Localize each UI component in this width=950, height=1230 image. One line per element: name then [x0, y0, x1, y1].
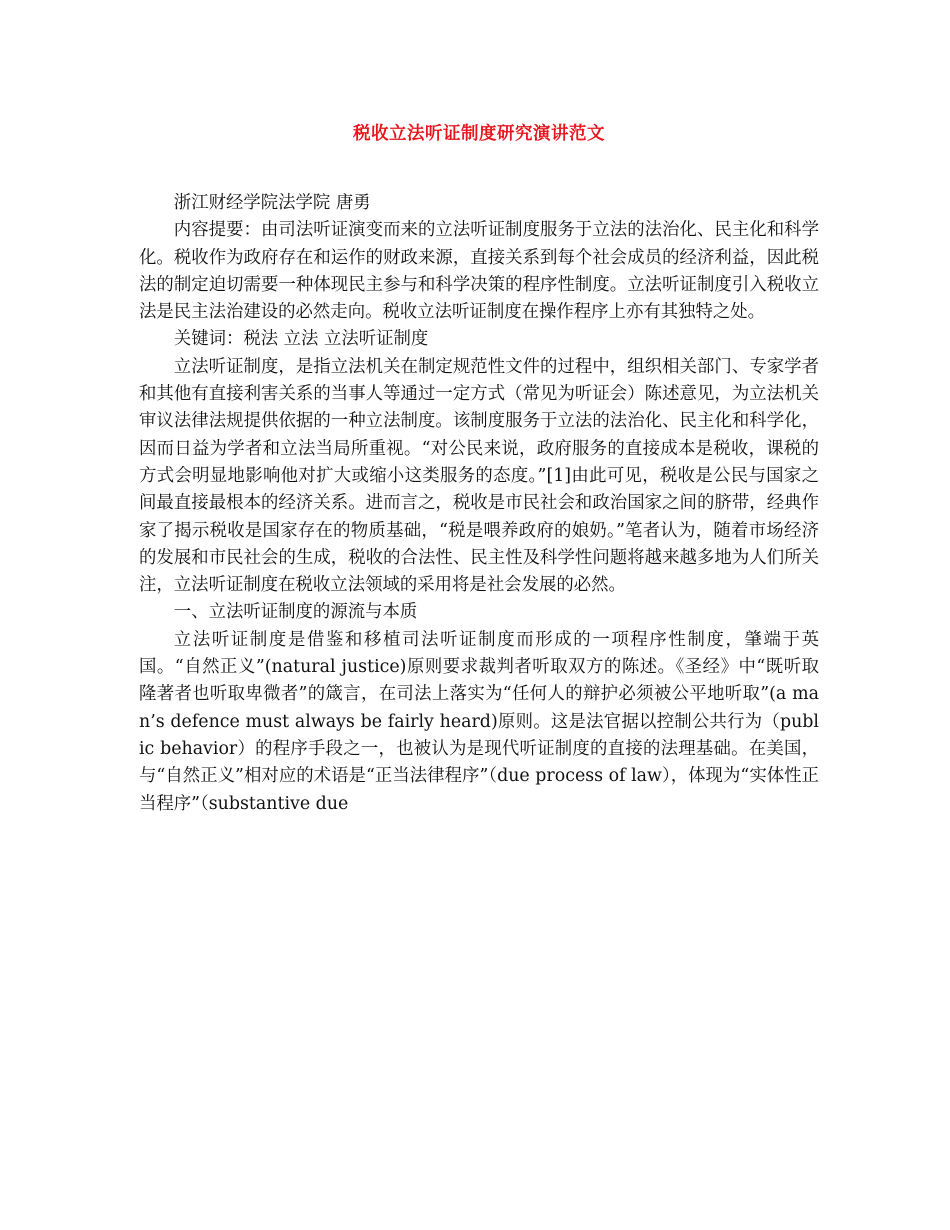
document-title: 税收立法听证制度研究演讲范文: [353, 124, 605, 144]
abstract-paragraph: 内容提要：由司法听证演变而来的立法听证制度服务于立法的法治化、民主化和科学化。税收作为政府存在和运作的财政来源，直接关系到每个社会成员的经济利益，因此税法的制定迫切需要一种体现民主参与和科学决策的程序性制度。立法听证制度引入税收立法是民主法治建设的必然走向。税收立法听证制度在操作程序上亦有其独特之处。: [139, 220, 819, 323]
author-line: 浙江财经学院法学院 唐勇: [173, 193, 371, 213]
body-paragraph: 立法听证制度，是指立法机关在制定规范性文件的过程中，组织相关部门、专家学者和其他有直接利害关系的当事人等通过一定方式（常见为听证会）陈述意见，为立法机关审议法律法规提供依据的一种立法制度。该制度服务于立法的法治化、民主化和科学化，因而日益为学者和立法当局所重视。“对公民来说，政府服务的直接成本是税收，课税的方式会明显地影响他对扩大或缩小这类服务的态度。”[1]由此可见，税收是公民与国家之间最直接最根本的经济关系。进而言之，税收是市民社会和政治国家之间的脐带，经典作家了揭示税收是国家存在的物质基础，“税是喂养政府的娘奶。”笔者认为，随着市场经济的发展和市民社会的生成，税收的合法性、民主性及科学性问题将越来越多地为人们所关注，立法听证制度在税收立法领域的采用将是社会发展的必然。: [139, 356, 819, 596]
keywords-line: 关键词：税法 立法 立法听证制度: [173, 329, 429, 350]
body-paragraph: 立法听证制度是借鉴和移植司法听证制度而形成的一项程序性制度，肇端于英国。“自然正义”(natural justice)原则要求裁判者听取双方的陈述。《圣经》中“既听取隆著者也听取卑微者”的箴言，在司法上落实为“任何人的辩护必须被公平地听取”(a man’s defence must always be fairly heard)原则。这是法官据以控制公共行为（public behavior）的程序手段之一，也被认为是现代听证制度的直接的法理基础。在美国，与“自然正义”相对应的术语是“正当法律程序”（due process of law），体现为“实体性正当程序”（substantive due: [139, 629, 819, 814]
section-heading: 一、立法听证制度的源流与本质: [173, 602, 418, 623]
document-page: [139, 120, 819, 818]
